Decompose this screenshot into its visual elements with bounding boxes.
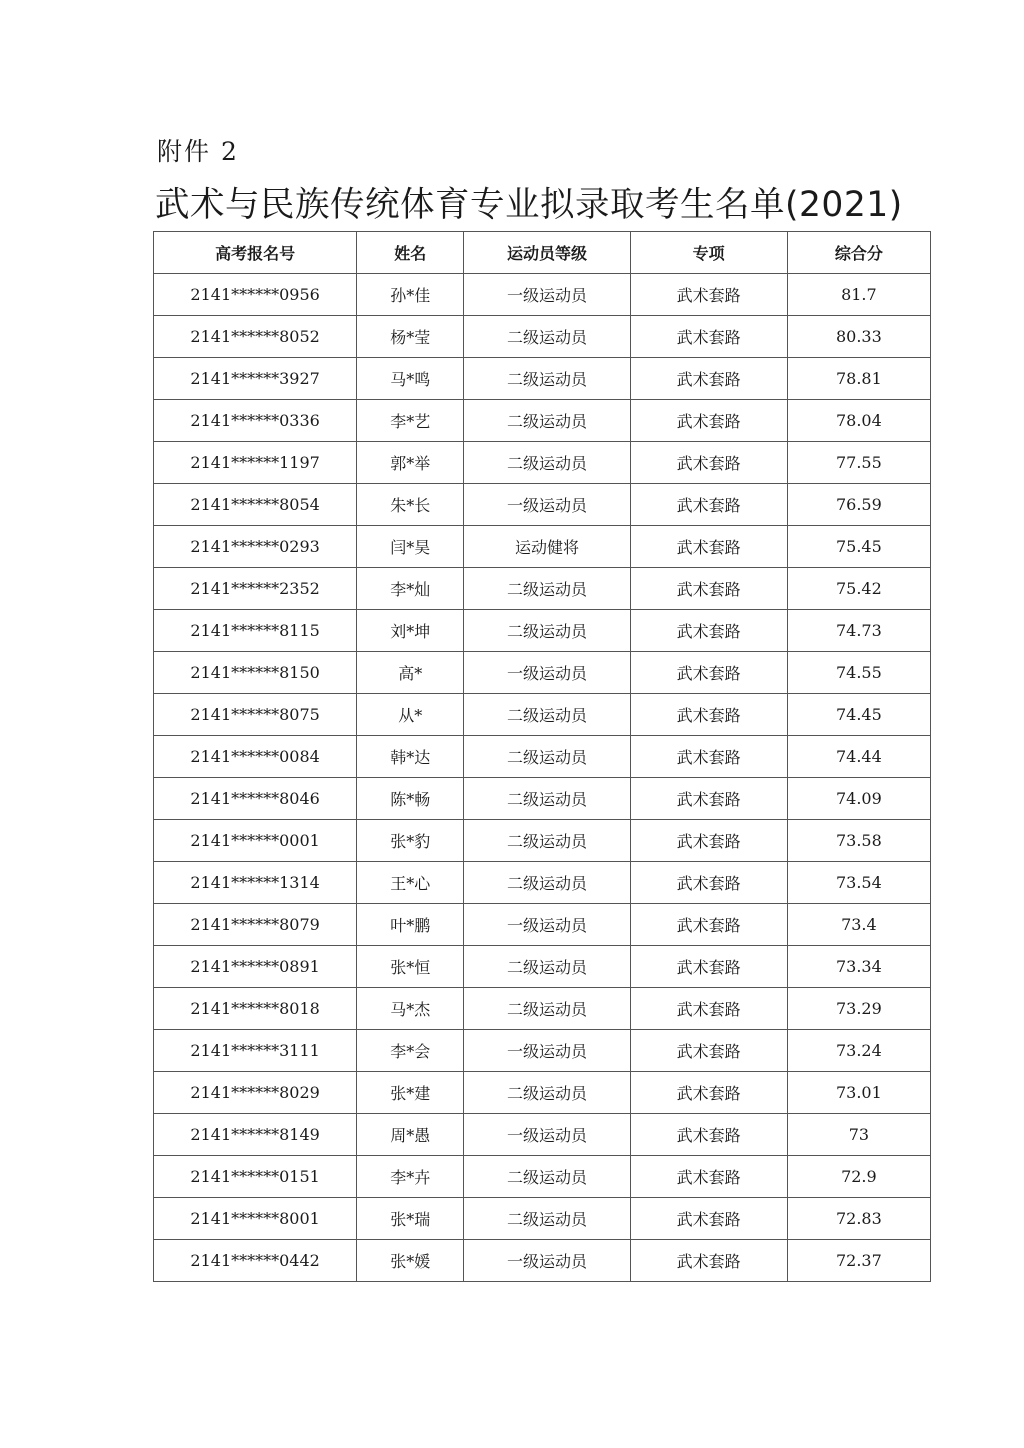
table-row (154, 652, 931, 694)
cell-specialty: 武术套路 (630, 568, 787, 610)
cell-athlete-level: 二级运动员 (464, 1156, 630, 1198)
cell-athlete-level: 二级运动员 (464, 778, 630, 820)
cell-name: 闫*昊 (357, 526, 464, 568)
cell-name: 张*瑞 (357, 1198, 464, 1240)
cell-athlete-level: 二级运动员 (464, 988, 630, 1030)
table-row (154, 694, 931, 736)
cell-name: 马*杰 (357, 988, 464, 1030)
cell-athlete-level: 二级运动员 (464, 862, 630, 904)
cell-name: 郭*举 (357, 442, 464, 484)
cell-specialty: 武术套路 (630, 358, 787, 400)
cell-exam-id: 2141******0001 (154, 820, 357, 862)
table-row (154, 358, 931, 400)
table-row (154, 1240, 931, 1282)
header-specialty: 专项 (630, 232, 787, 274)
cell-total-score: 73.29 (787, 988, 930, 1030)
table-row (154, 820, 931, 862)
cell-exam-id: 2141******8029 (154, 1072, 357, 1114)
cell-exam-id: 2141******3111 (154, 1030, 357, 1072)
table-row (154, 442, 931, 484)
cell-athlete-level: 一级运动员 (464, 1030, 630, 1072)
cell-athlete-level: 二级运动员 (464, 694, 630, 736)
cell-exam-id: 2141******0442 (154, 1240, 357, 1282)
cell-specialty: 武术套路 (630, 1240, 787, 1282)
cell-total-score: 73 (787, 1114, 930, 1156)
cell-specialty: 武术套路 (630, 1156, 787, 1198)
cell-exam-id: 2141******0151 (154, 1156, 357, 1198)
cell-exam-id: 2141******1197 (154, 442, 357, 484)
table-row (154, 862, 931, 904)
table-row (154, 778, 931, 820)
cell-name: 杨*莹 (357, 316, 464, 358)
cell-name: 周*愚 (357, 1114, 464, 1156)
cell-specialty: 武术套路 (630, 694, 787, 736)
cell-exam-id: 2141******8115 (154, 610, 357, 652)
cell-name: 韩*达 (357, 736, 464, 778)
cell-name: 高* (357, 652, 464, 694)
cell-name: 张*媛 (357, 1240, 464, 1282)
cell-specialty: 武术套路 (630, 316, 787, 358)
table-row (154, 904, 931, 946)
cell-exam-id: 2141******0336 (154, 400, 357, 442)
cell-name: 刘*坤 (357, 610, 464, 652)
cell-specialty: 武术套路 (630, 610, 787, 652)
cell-exam-id: 2141******8150 (154, 652, 357, 694)
cell-specialty: 武术套路 (630, 820, 787, 862)
table-row (154, 568, 931, 610)
cell-name: 孙*佳 (357, 274, 464, 316)
cell-exam-id: 2141******2352 (154, 568, 357, 610)
table-row (154, 526, 931, 568)
cell-specialty: 武术套路 (630, 904, 787, 946)
table-row (154, 274, 931, 316)
table-header-row (154, 232, 931, 274)
cell-total-score: 74.44 (787, 736, 930, 778)
cell-name: 王*心 (357, 862, 464, 904)
cell-name: 从* (357, 694, 464, 736)
cell-name: 李*会 (357, 1030, 464, 1072)
cell-total-score: 73.4 (787, 904, 930, 946)
table-row (154, 946, 931, 988)
admission-table (153, 231, 931, 1282)
cell-athlete-level: 二级运动员 (464, 736, 630, 778)
cell-exam-id: 2141******8079 (154, 904, 357, 946)
cell-specialty: 武术套路 (630, 988, 787, 1030)
header-athlete-level: 运动员等级 (464, 232, 630, 274)
cell-exam-id: 2141******0891 (154, 946, 357, 988)
cell-athlete-level: 二级运动员 (464, 358, 630, 400)
cell-athlete-level: 二级运动员 (464, 442, 630, 484)
cell-total-score: 72.9 (787, 1156, 930, 1198)
cell-total-score: 73.58 (787, 820, 930, 862)
cell-exam-id: 2141******0956 (154, 274, 357, 316)
cell-athlete-level: 一级运动员 (464, 904, 630, 946)
cell-total-score: 73.34 (787, 946, 930, 988)
cell-name: 马*鸣 (357, 358, 464, 400)
cell-total-score: 80.33 (787, 316, 930, 358)
cell-athlete-level: 一级运动员 (464, 484, 630, 526)
cell-total-score: 81.7 (787, 274, 930, 316)
cell-specialty: 武术套路 (630, 400, 787, 442)
cell-name: 张*恒 (357, 946, 464, 988)
table-row (154, 1198, 931, 1240)
cell-exam-id: 2141******8054 (154, 484, 357, 526)
cell-total-score: 73.54 (787, 862, 930, 904)
cell-athlete-level: 二级运动员 (464, 610, 630, 652)
cell-exam-id: 2141******8149 (154, 1114, 357, 1156)
table-row (154, 988, 931, 1030)
cell-name: 张*建 (357, 1072, 464, 1114)
cell-total-score: 74.45 (787, 694, 930, 736)
cell-athlete-level: 二级运动员 (464, 1072, 630, 1114)
cell-specialty: 武术套路 (630, 946, 787, 988)
cell-specialty: 武术套路 (630, 736, 787, 778)
header-total-score: 综合分 (787, 232, 930, 274)
cell-specialty: 武术套路 (630, 526, 787, 568)
cell-total-score: 73.01 (787, 1072, 930, 1114)
cell-specialty: 武术套路 (630, 1114, 787, 1156)
cell-name: 叶*鹏 (357, 904, 464, 946)
cell-total-score: 75.45 (787, 526, 930, 568)
table-row (154, 1156, 931, 1198)
cell-athlete-level: 二级运动员 (464, 1198, 630, 1240)
document-title: 武术与民族传统体育专业拟录取考生名单(2021) (155, 185, 903, 225)
cell-specialty: 武术套路 (630, 862, 787, 904)
header-name: 姓名 (357, 232, 464, 274)
cell-exam-id: 2141******3927 (154, 358, 357, 400)
cell-total-score: 77.55 (787, 442, 930, 484)
cell-athlete-level: 二级运动员 (464, 316, 630, 358)
table-row (154, 1072, 931, 1114)
cell-name: 张*豹 (357, 820, 464, 862)
cell-athlete-level: 一级运动员 (464, 1240, 630, 1282)
table-row (154, 316, 931, 358)
cell-specialty: 武术套路 (630, 778, 787, 820)
cell-athlete-level: 一级运动员 (464, 274, 630, 316)
cell-total-score: 78.81 (787, 358, 930, 400)
cell-specialty: 武术套路 (630, 1030, 787, 1072)
cell-specialty: 武术套路 (630, 652, 787, 694)
cell-exam-id: 2141******1314 (154, 862, 357, 904)
table-row (154, 1114, 931, 1156)
cell-exam-id: 2141******8046 (154, 778, 357, 820)
cell-total-score: 72.37 (787, 1240, 930, 1282)
cell-total-score: 72.83 (787, 1198, 930, 1240)
cell-athlete-level: 二级运动员 (464, 820, 630, 862)
cell-exam-id: 2141******8052 (154, 316, 357, 358)
cell-athlete-level: 二级运动员 (464, 400, 630, 442)
cell-name: 李*灿 (357, 568, 464, 610)
table-row (154, 1030, 931, 1072)
table-row (154, 610, 931, 652)
cell-total-score: 74.55 (787, 652, 930, 694)
cell-name: 李*卉 (357, 1156, 464, 1198)
cell-exam-id: 2141******0084 (154, 736, 357, 778)
cell-exam-id: 2141******8075 (154, 694, 357, 736)
cell-specialty: 武术套路 (630, 274, 787, 316)
cell-specialty: 武术套路 (630, 1198, 787, 1240)
cell-exam-id: 2141******8001 (154, 1198, 357, 1240)
cell-specialty: 武术套路 (630, 484, 787, 526)
cell-athlete-level: 二级运动员 (464, 946, 630, 988)
cell-athlete-level: 运动健将 (464, 526, 630, 568)
cell-total-score: 75.42 (787, 568, 930, 610)
cell-name: 朱*长 (357, 484, 464, 526)
attachment-label: 附件 2 (157, 137, 239, 166)
cell-athlete-level: 一级运动员 (464, 652, 630, 694)
cell-exam-id: 2141******8018 (154, 988, 357, 1030)
cell-specialty: 武术套路 (630, 442, 787, 484)
cell-total-score: 78.04 (787, 400, 930, 442)
table-row (154, 400, 931, 442)
cell-name: 陈*畅 (357, 778, 464, 820)
cell-total-score: 74.73 (787, 610, 930, 652)
cell-name: 李*艺 (357, 400, 464, 442)
cell-athlete-level: 一级运动员 (464, 1114, 630, 1156)
cell-total-score: 76.59 (787, 484, 930, 526)
cell-athlete-level: 二级运动员 (464, 568, 630, 610)
table-body (154, 274, 931, 1282)
cell-exam-id: 2141******0293 (154, 526, 357, 568)
header-exam-id: 高考报名号 (154, 232, 357, 274)
cell-specialty: 武术套路 (630, 1072, 787, 1114)
cell-total-score: 74.09 (787, 778, 930, 820)
cell-total-score: 73.24 (787, 1030, 930, 1072)
table-row (154, 484, 931, 526)
table-row (154, 736, 931, 778)
